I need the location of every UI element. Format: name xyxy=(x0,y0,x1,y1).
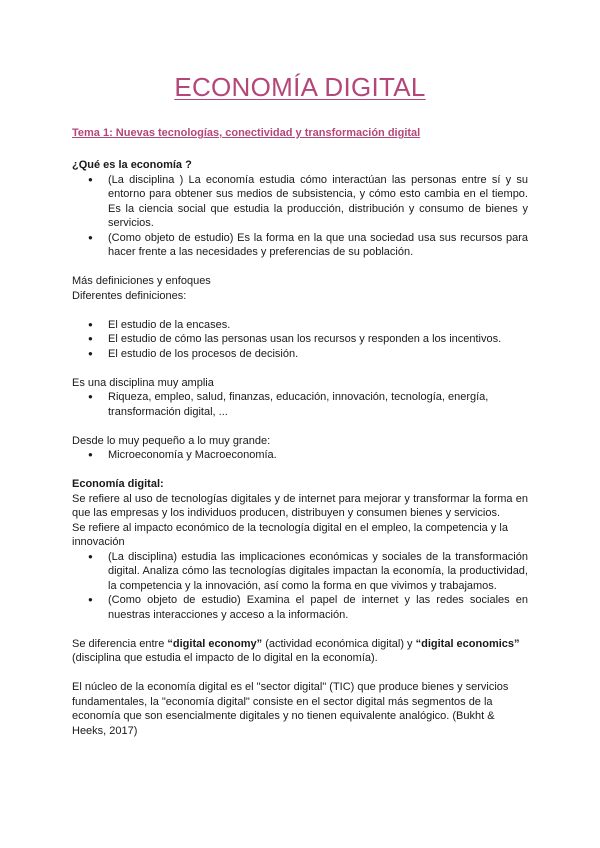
list-item: ● El estudio de cómo las personas usan los recursos y responden a los incentivos. xyxy=(108,332,528,347)
paragraph: Desde lo muy pequeño a lo muy grande: xyxy=(72,434,271,447)
paragraph: Es una disciplina muy amplia xyxy=(72,376,214,389)
list-item: ● (La disciplina) estudia las implicaciones económicas y sociales de la transformación digital. Analiza cómo las tecnologías digitales impactan la economía, la productividad, la competencia y la innovación, así como la forma en que vivimos y trabajamos. xyxy=(108,550,528,594)
question-heading: ¿Qué es la economía ? xyxy=(72,159,192,171)
list-item: ● (Como objeto de estudio) Es la forma en la que una sociedad usa sus recursos para hacer frente a las necesidades y preferencias de su población. xyxy=(108,231,528,260)
definition-list xyxy=(72,173,528,260)
text-span: (disciplina que estudia el impacto de lo digital en la economía). xyxy=(72,652,378,664)
paragraph xyxy=(72,637,528,666)
text-span: Se diferencia entre xyxy=(72,637,168,650)
broad-bullets xyxy=(72,390,528,419)
list-item: ● El estudio de la encases. xyxy=(108,318,528,333)
list-item: ● (La disciplina ) La economía estudia cómo interactúan las personas entre sí y su entorno para obtener sus medios de subsistencia, y cómo esto cambia en el tiempo. Es la ciencia social que estudia la producción, distribución y consumo de bienes y servicios. xyxy=(108,173,528,231)
section-heading: Economía digital: xyxy=(72,478,164,490)
paragraph: Diferentes definiciones: xyxy=(72,289,187,302)
paragraph: Más definiciones y enfoques xyxy=(72,275,211,287)
term-digital-economics: “digital economics” xyxy=(415,637,520,650)
list-item: ● Microeconomía y Macroeconomía. xyxy=(108,448,528,463)
list-item: ● Riqueza, empleo, salud, finanzas, educación, innovación, tecnología, energía, transformación digital, ... xyxy=(108,390,528,419)
paragraph: Se refiere al uso de tecnologías digitales y de internet para mejorar y transformar la forma en que las empresas y los individuos producen, distribuyen y consumen bienes y servicios. xyxy=(72,492,528,519)
document-title: ECONOMÍA DIGITAL xyxy=(174,72,426,102)
list-item: ● (Como objeto de estudio) Examina el papel de internet y las redes sociales en nuestras interacciones y acceso a la información. xyxy=(108,593,528,622)
text-span: (actividad económica digital) y xyxy=(262,637,416,650)
paragraph: El núcleo de la economía digital es el "sector digital" (TIC) que produce bienes y servicios fundamentales, la "economía digital" consiste en el sector digital más segmentos de la economía que son esencialmente digitales y no tienen equivalente analógico. (Bukht & Heeks, 2017) xyxy=(72,681,509,737)
term-digital-economy: “digital economy” xyxy=(167,637,263,650)
list-item: ● El estudio de los procesos de decisión. xyxy=(108,347,528,362)
paragraph: Se refiere al impacto económico de la tecnología digital en el empleo, la competencia y la innovación xyxy=(72,521,508,548)
definitions-bullets xyxy=(72,318,528,362)
topic-subtitle: Tema 1: Nuevas tecnologías, conectividad y transformación digital xyxy=(72,127,421,139)
scale-bullets xyxy=(72,448,528,463)
digital-bullets xyxy=(72,550,528,623)
